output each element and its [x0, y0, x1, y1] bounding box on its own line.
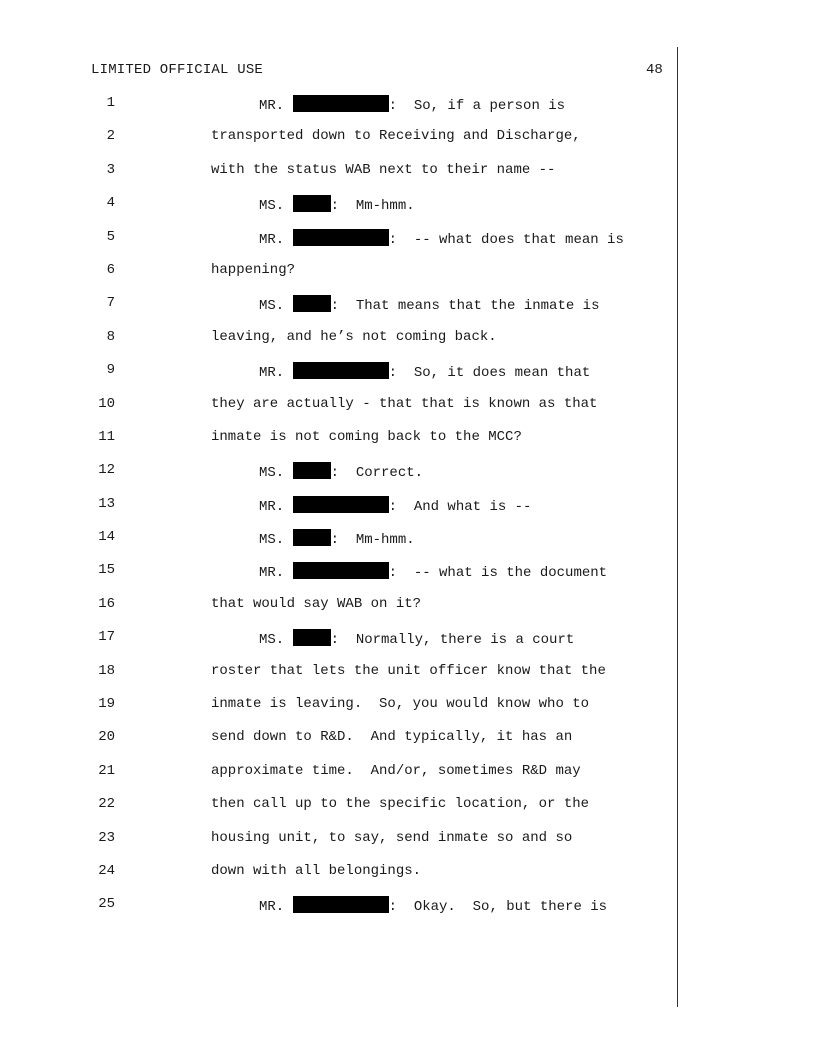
- utterance-text: housing unit, to say, send inmate so and so: [211, 829, 573, 846]
- redaction-box: [293, 295, 331, 312]
- line-number: 9: [106, 362, 115, 379]
- line-number: 14: [98, 529, 115, 546]
- utterance-text: with the status WAB next to their name --: [211, 161, 556, 178]
- redaction-box: [293, 562, 389, 579]
- transcript-line: [0, 755, 816, 788]
- utterance-text: : -- what does that mean is: [388, 231, 624, 248]
- line-text: [211, 396, 597, 412]
- transcript-line: [0, 120, 816, 153]
- utterance-text: they are actually - that that is known as that: [211, 395, 598, 412]
- utterance-text: inmate is leaving. So, you would know who to: [211, 696, 590, 713]
- transcript-line: [0, 287, 816, 320]
- line-number: 17: [98, 629, 115, 646]
- transcript-line: [0, 187, 816, 220]
- transcript-line: [0, 688, 816, 721]
- line-number: 16: [98, 595, 115, 612]
- transcript-line: [0, 221, 816, 254]
- line-number: 6: [106, 261, 115, 278]
- speaker-label: MS.: [259, 532, 285, 549]
- transcript-line: [0, 87, 816, 120]
- redaction-box: [293, 896, 389, 913]
- utterance-text: roster that lets the unit officer know that the: [211, 662, 606, 679]
- line-number: 5: [106, 228, 115, 245]
- speaker-label: MR.: [259, 231, 285, 248]
- line-number: 18: [98, 662, 115, 679]
- transcript-body: [0, 87, 816, 922]
- line-text: [211, 796, 589, 812]
- utterance-text: : And what is --: [388, 498, 532, 515]
- line-number: 3: [106, 161, 115, 178]
- utterance-text: : Normally, there is a court: [330, 632, 575, 649]
- redaction-box: [293, 496, 389, 513]
- utterance-text: that would say WAB on it?: [211, 595, 422, 612]
- transcript-line: [0, 354, 816, 387]
- classification-header: LIMITED OFFICIAL USE: [91, 62, 264, 78]
- page-number: 48: [646, 62, 663, 78]
- utterance-text: : Correct.: [330, 465, 424, 482]
- line-number: 19: [98, 696, 115, 713]
- utterance-text: : Okay. So, but there is: [388, 899, 608, 916]
- redaction-box: [293, 95, 389, 112]
- utterance-text: : So, if a person is: [388, 98, 566, 114]
- line-text: [211, 729, 572, 745]
- line-text: [259, 362, 590, 381]
- speaker-label: MR.: [259, 98, 285, 114]
- utterance-text: : Mm-hmm.: [330, 532, 415, 549]
- line-text: [259, 529, 415, 548]
- transcript-line: [0, 888, 816, 921]
- transcript-line: [0, 588, 816, 621]
- utterance-text: transported down to Receiving and Discharge,: [211, 128, 581, 145]
- line-text: [211, 429, 522, 445]
- line-text: [259, 562, 607, 581]
- line-number: 4: [106, 195, 115, 212]
- redaction-box: [293, 462, 331, 479]
- line-text: [211, 863, 421, 879]
- utterance-text: : That means that the inmate is: [330, 298, 600, 315]
- line-number: 12: [98, 462, 115, 479]
- speaker-label: MS.: [259, 632, 285, 649]
- utterance-text: send down to R&D. And typically, it has an: [211, 729, 573, 746]
- line-number: 11: [98, 428, 115, 445]
- line-text: [211, 596, 421, 612]
- transcript-line: [0, 554, 816, 587]
- transcript-line: [0, 822, 816, 855]
- line-text: [259, 295, 599, 314]
- line-text: [211, 162, 555, 178]
- speaker-label: MR.: [259, 498, 285, 515]
- utterance-text: : So, it does mean that: [388, 365, 591, 382]
- transcript-line: [0, 788, 816, 821]
- line-text: [211, 262, 295, 278]
- speaker-label: MS.: [259, 298, 285, 315]
- utterance-text: : Mm-hmm.: [330, 198, 415, 215]
- line-number: 2: [106, 128, 115, 145]
- utterance-text: inmate is not coming back to the MCC?: [211, 428, 522, 445]
- line-number: 1: [106, 95, 115, 111]
- utterance-text: leaving, and he’s not coming back.: [211, 328, 497, 345]
- transcript-line: [0, 855, 816, 888]
- line-text: [211, 329, 497, 345]
- transcript-line: [0, 421, 816, 454]
- line-text: [211, 830, 572, 846]
- line-number: 20: [98, 729, 115, 746]
- speaker-label: MS.: [259, 465, 285, 482]
- line-text: [211, 696, 589, 712]
- transcript-line: [0, 254, 816, 287]
- line-number: 21: [98, 762, 115, 779]
- utterance-text: then call up to the specific location, or the: [211, 796, 590, 813]
- redaction-box: [293, 362, 389, 379]
- transcript-line: [0, 521, 816, 554]
- redaction-box: [293, 229, 389, 246]
- utterance-text: happening?: [211, 261, 296, 278]
- transcript-line: [0, 321, 816, 354]
- speaker-label: MR.: [259, 565, 285, 582]
- transcript-line: [0, 388, 816, 421]
- redaction-box: [293, 195, 331, 212]
- line-text: [259, 629, 574, 648]
- transcript-line: [0, 621, 816, 654]
- line-number: 25: [98, 896, 115, 913]
- utterance-text: approximate time. And/or, sometimes R&D may: [211, 762, 581, 779]
- utterance-text: : -- what is the document: [388, 565, 608, 582]
- line-text: [259, 95, 565, 114]
- line-text: [211, 128, 581, 144]
- transcript-line: [0, 154, 816, 187]
- redaction-box: [293, 629, 331, 646]
- line-number: 7: [106, 295, 115, 312]
- transcript-line: [0, 721, 816, 754]
- speaker-label: MR.: [259, 365, 285, 382]
- line-text: [211, 763, 581, 779]
- line-number: 24: [98, 862, 115, 879]
- transcript-line: [0, 488, 816, 521]
- line-text: [259, 462, 423, 481]
- line-text: [259, 229, 624, 248]
- speaker-label: MR.: [259, 899, 285, 916]
- speaker-label: MS.: [259, 198, 285, 215]
- line-number: 8: [106, 328, 115, 345]
- utterance-text: down with all belongings.: [211, 862, 422, 879]
- line-number: 22: [98, 796, 115, 813]
- redaction-box: [293, 529, 331, 546]
- line-number: 15: [98, 562, 115, 579]
- line-text: [211, 663, 606, 679]
- transcript-line: [0, 655, 816, 688]
- line-number: 23: [98, 829, 115, 846]
- line-text: [259, 496, 531, 515]
- line-number: 13: [98, 495, 115, 512]
- line-text: [259, 195, 415, 214]
- line-number: 10: [98, 395, 115, 412]
- line-text: [259, 896, 607, 915]
- transcript-line: [0, 454, 816, 487]
